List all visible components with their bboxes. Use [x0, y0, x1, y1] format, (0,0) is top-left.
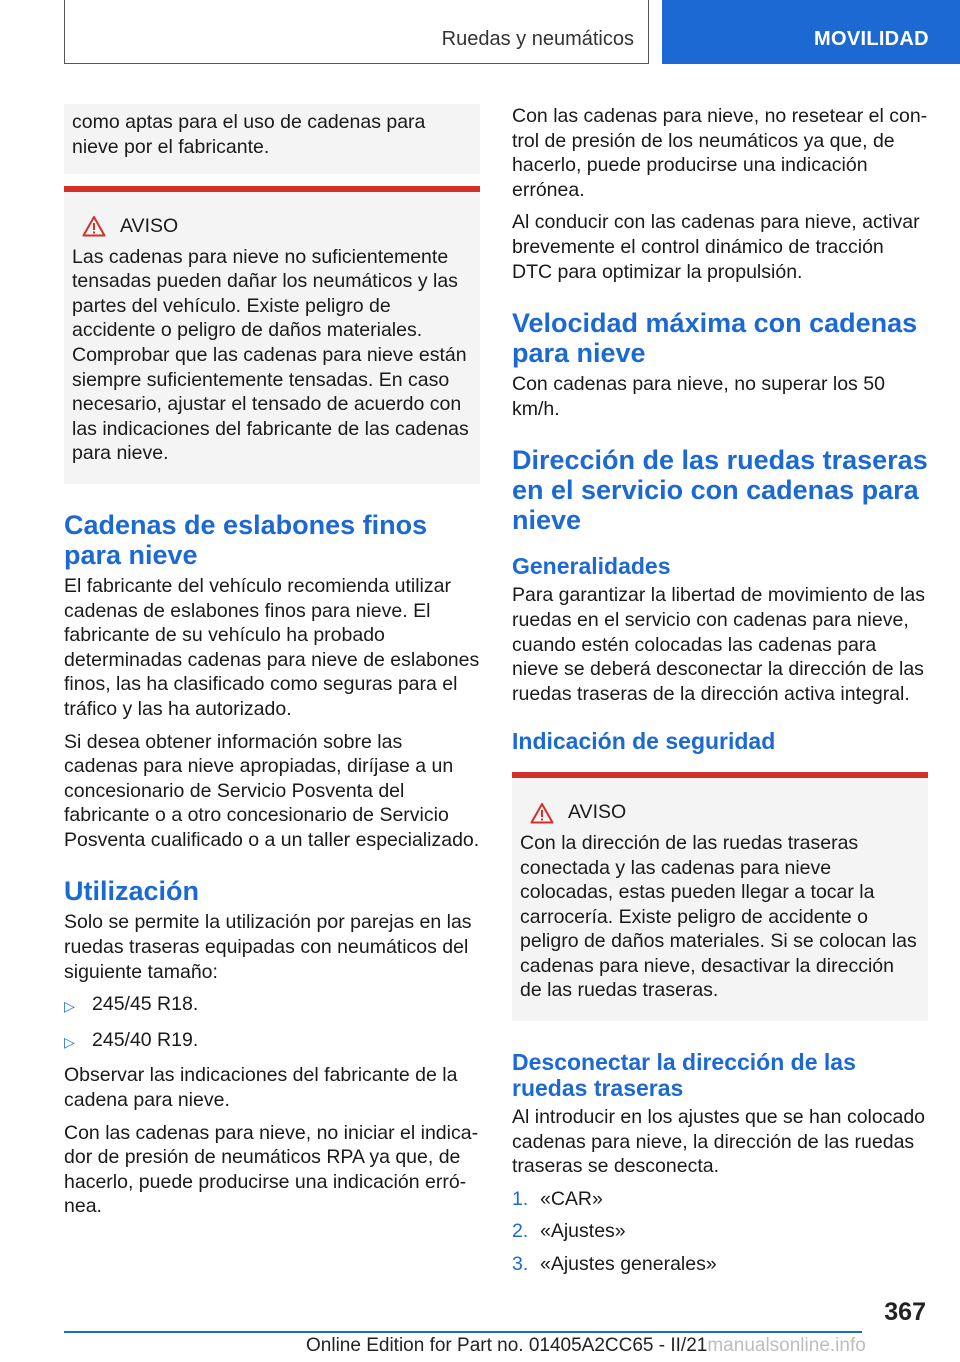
heading-general: Generalidades — [512, 553, 671, 580]
intro-note-box — [64, 104, 480, 174]
heading-fine-chains: Cadenas de eslabones finos para nieve — [64, 509, 428, 570]
right-column — [512, 104, 928, 1285]
heading-disconnect: Desconectar la dirección de las ruedas traseras — [512, 1049, 856, 1102]
chapter-tab: MOVILIDAD — [662, 0, 960, 64]
right-p2: Al conducir con las cadenas para nieve, activar brevemente el control dinámico de tracción DTC para optimizar la propulsión. — [512, 211, 920, 283]
warning-box-1 — [64, 186, 480, 484]
triangle-bullet-icon: ▷ — [64, 998, 75, 1015]
heading-max-speed: Velocidad máxima con cadenas para nieve — [512, 308, 918, 369]
edition-text: Online Edition for Part no. 01405A2CC65 - II/21 — [306, 1335, 708, 1356]
warning-text: Las cadenas para nieve no suficientemente tensadas pueden dañar los neumáticos y las partes del vehículo. Existe peligro de accidente o peligro de daños materiales. Comprobar que las cadenas para nieve están siempre suficientemente tensadas. En caso necesario, ajustar el tensado de acuerdo con las indicaciones del fabricante de las cadenas para nieve. — [72, 245, 469, 465]
general-text: Para garantizar la libertad de movimiento de las ruedas en el servicio con cadenas para nieve, cuando estén colocadas las cadenas para nieve se deberá desconectar la dirección de las ruedas traseras de la dirección activa integral. — [512, 584, 925, 705]
list-item: 2. «Ajustes» — [512, 1220, 626, 1243]
list-item: ▷ 245/45 R18. — [64, 992, 480, 1019]
tire-size-list — [64, 992, 480, 1054]
left-column — [64, 104, 480, 1227]
right-p1: Con las cadenas para nieve, no resetear el control de presión de los neumáticos ya que, de hacerlo, puede producirse una indicación errónea. — [512, 105, 928, 201]
footer-edition — [306, 1335, 866, 1357]
warning-title: AVISO — [120, 215, 179, 237]
usage-p1: Solo se permite la utilización por parejas en las ruedas traseras equipadas con neumáticos del siguiente tamaño: — [64, 911, 472, 983]
section-title: Ruedas y neumáticos — [441, 28, 634, 50]
max-speed-text: Con cadenas para nieve, no superar los 50 km/h. — [512, 373, 885, 420]
website-watermark[interactable]: manualsonline.info — [707, 1335, 866, 1356]
warning-title-row — [530, 800, 920, 825]
fine-chains-p2: Si desea obtener información sobre las cadenas para nieve apropiadas, diríjase a un concesionario de Servicio Posventa del fabricante o a otro concesionario de Servicio Posventa cualificado o a un taller especializado. — [64, 730, 480, 851]
heading-usage: Utilización — [64, 876, 200, 907]
warning-box-2 — [512, 772, 928, 1021]
warning-title: AVISO — [568, 801, 627, 824]
warning-triangle-icon — [530, 802, 554, 824]
fine-chains-p1: El fabricante del vehículo recomienda utilizar cadenas de eslabones finos para nieve. El fabricante de su vehículo ha probado determinadas cadenas para nieve de eslabones finos, las ha clasificado como seguras para el tráfico y las ha autorizado. — [64, 574, 480, 720]
disconnect-text: Al introducir en los ajustes que se han colocado cadenas para nieve, la dirección de las ruedas traseras se desconecta. — [512, 1106, 926, 1178]
page-number: 367 — [884, 1298, 926, 1326]
warning-text: Con la dirección de las ruedas traseras conectada y las cadenas para nieve colocadas, estas pueden llegar a tocar la carrocería. Existe peligro de accidente o peligro de daños materiales. Si se colocan las cadenas para nieve, desactivar la dirección de las ruedas traseras. — [520, 831, 917, 1002]
warning-triangle-icon — [82, 215, 106, 237]
header-section-box — [64, 0, 649, 64]
list-item: 3. «Ajustes generales» — [512, 1253, 717, 1276]
settings-steps-list — [512, 1187, 928, 1277]
usage-p3: Con las cadenas para nieve, no iniciar el indicador de presión de neumáticos RPA ya que, de hacerlo, puede producirse una indicación errónea. — [64, 1121, 479, 1218]
list-item: ▷ 245/40 R19. — [64, 1028, 480, 1055]
usage-p2: Observar las indicaciones del fabricante de la cadena para nieve. — [64, 1064, 458, 1112]
heading-safety: Indicación de seguridad — [512, 728, 776, 755]
heading-rear-steering: Dirección de las ruedas traseras en el servicio con cadenas para nieve — [512, 445, 928, 536]
footer-divider — [64, 1331, 862, 1333]
intro-note-text: como aptas para el uso de cadenas para nieve por el fabricante. — [72, 111, 426, 158]
triangle-bullet-icon: ▷ — [64, 1033, 75, 1050]
list-item: 1. «CAR» — [512, 1187, 603, 1210]
warning-title-row — [82, 214, 472, 239]
